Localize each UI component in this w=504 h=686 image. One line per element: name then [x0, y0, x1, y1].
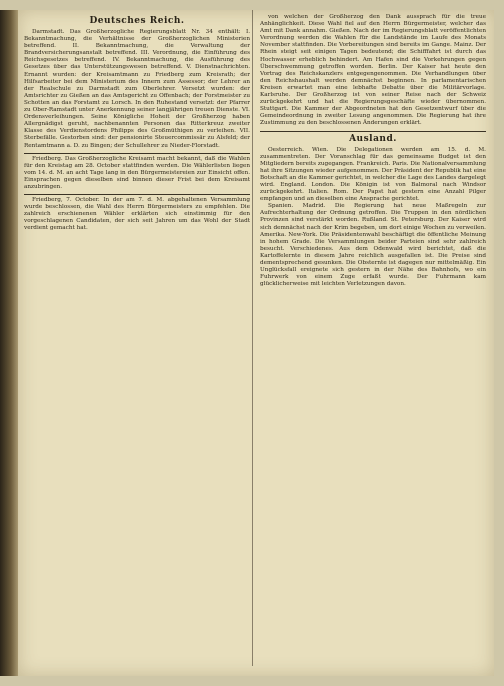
article-friedberg-kreistag: Friedberg. Das Großherzogliche Kreisamt macht bekannt, daß die Wahlen für den Kreistag am 28. October stattfinden werden. Die Wählerlisten liegen vom 14. d. M. an acht Tage lang in den Bürgermeistereien zur Einsicht offen. Einsprachen gegen dieselben sind binnen dieser Frist bei dem Kreisamt anzubringen.: [24, 155, 250, 190]
article-friedberg-wahl: Friedberg, 7. October. In der am 7. d. M. abgehaltenen Versammlung wurde beschlossen, die Wahl des Herrn Bürgermeisters zu empfehlen. Die zahlreich erschienenen Wähler erklärten sich einstimmig für den vorgeschlagenen Candidaten, der sich seit Jahren um das Wohl der Stadt verdient gemacht hat.: [24, 197, 250, 232]
article-inland-continued: von welchen der Großherzog den Dank aussprach für die treue Anhänglichkeit. Diese Wahl fiel auf den Herrn Bürgermeister, welcher das Amt mit Dank annahm. Gießen. Nach der im Regierungsblatt veröffentlichten Verordnung werden die Wahlen für die Landstände im Laufe des Monats November stattfinden. Die Vorbereitungen sind bereits im Gange. Mainz. Der Rhein steigt seit einigen Tagen bedeutend; die Schifffahrt ist durch das Hochwasser erheblich behindert. Am Hafen sind die Vorkehrungen gegen Überschwemmung getroffen worden. Berlin. Der Kaiser hat heute den Vortrag des Reichskanzlers entgegengenommen. Die Verhandlungen über den Reichshaushalt werden demnächst beginnen. In parlamentarischen Kreisen erwartet man eine lebhafte Debatte über die Militärvorlage. Karlsruhe. Der Großherzog ist von seiner Reise nach der Schweiz zurückgekehrt und hat die Regierungsgeschäfte wieder übernommen. Stuttgart. Die Kammer der Abgeordneten hat den Gesetzentwurf über die Gemeindeordnung in zweiter Lesung angenommen. Die Regierung hat ihre Zustimmung zu den beschlossenen Änderungen erklärt.: [260, 14, 486, 127]
section-heading-deutsches-reich: Deutsches Reich.: [89, 16, 185, 26]
binding-gutter: [0, 10, 18, 676]
section-rule: [260, 131, 486, 132]
article-regierungsblatt: Darmstadt. Das Großherzogliche Regierungsblatt Nr. 34 enthält: I. Bekanntmachung, die Verhältnisse der Großherzoglichen Ministerien betreffend. II. Bekanntmachung, die Verwaltung der Brandversicherungsanstalt betreffend. III. Verordnung, die Einführung des Reichsgesetzes betreffend. IV. Bekanntmachung, die Ausführung des Gesetzes über das Unterstützungswesen betreffend. V. Dienstnachrichten. Ernannt wurden: der Kreisamtmann zu Friedberg zum Kreisrath; der Hilfsarbeiter bei dem Ministerium des Innern zum Assessor; der Lehrer an der Realschule zu Darmstadt zum Oberlehrer. Versetzt wurden: der Amtsrichter zu Gießen an das Amtsgericht zu Offenbach; der Forstmeister zu Schotten an das Forstamt zu Lorsch. In den Ruhestand versetzt: der Pfarrer zu Ober-Ramstadt unter Anerkennung seiner langjährigen treuen Dienste. VI. Ordensverleihungen. Seine Königliche Hoheit der Großherzog haben Allergnädigst geruht, nachbenannten Personen das Ritterkreuz zweiter Klasse des Verdienstordens Philipps des Großmüthigen zu verleihen. VII. Sterbefälle. Gestorben sind: der pensionirte Steuercommissär zu Alsfeld; der Rentamtmann a. D. zu Bingen; der Schullehrer zu Nieder-Florstadt.: [24, 29, 250, 149]
right-column: [260, 14, 486, 670]
column-divider: [252, 10, 253, 666]
section-heading-ausland: Ausland.: [349, 133, 397, 144]
left-column: [24, 14, 250, 670]
article-ausland: Oesterreich. Wien. Die Delegationen werden am 15. d. M. zusammentreten. Der Voranschlag für das gemeinsame Budget ist den Mitgliedern bereits zugegangen. Frankreich. Paris. Die Nationalversammlung hat ihre Sitzungen wieder aufgenommen. Der Präsident der Republik hat eine Botschaft an die Kammer gerichtet, in welcher die Lage des Landes dargelegt wird. England. London. Die Königin ist von Balmoral nach Windsor zurückgekehrt. Italien. Rom. Der Papst hat gestern eine Anzahl Pilger empfangen und an dieselben eine Ansprache gerichtet.: [260, 146, 486, 203]
newspaper-page: [18, 10, 494, 676]
section-rule: [24, 194, 250, 195]
text-columns: [24, 14, 486, 670]
section-rule: [24, 153, 250, 154]
article-ausland-continued: Spanien. Madrid. Die Regierung hat neue Maßregeln zur Aufrechterhaltung der Ordnung getroffen. Die Truppen in den nördlichen Provinzen sind verstärkt worden. Rußland. St. Petersburg. Der Kaiser wird sich demnächst nach der Krim begeben, um dort einige Wochen zu verweilen. Amerika. New-York. Die Präsidentenwahl beschäftigt die öffentliche Meinung in hohem Grade. Die Versammlungen beider Parteien sind sehr zahlreich besucht. Verschiedenes. Aus dem Odenwald wird berichtet, daß die Kartoffelernte in diesem Jahre reichlich ausgefallen ist. Die Preise sind dementsprechend gesunken. Die Obsternte ist dagegen nur mittelmäßig. Ein Unglücksfall ereignete sich gestern in der Nähe des Bahnhofs, wo ein Fuhrwerk von einem Zuge erfaßt wurde. Der Fuhrmann kam glücklicherweise mit leichten Verletzungen davon.: [260, 203, 486, 288]
